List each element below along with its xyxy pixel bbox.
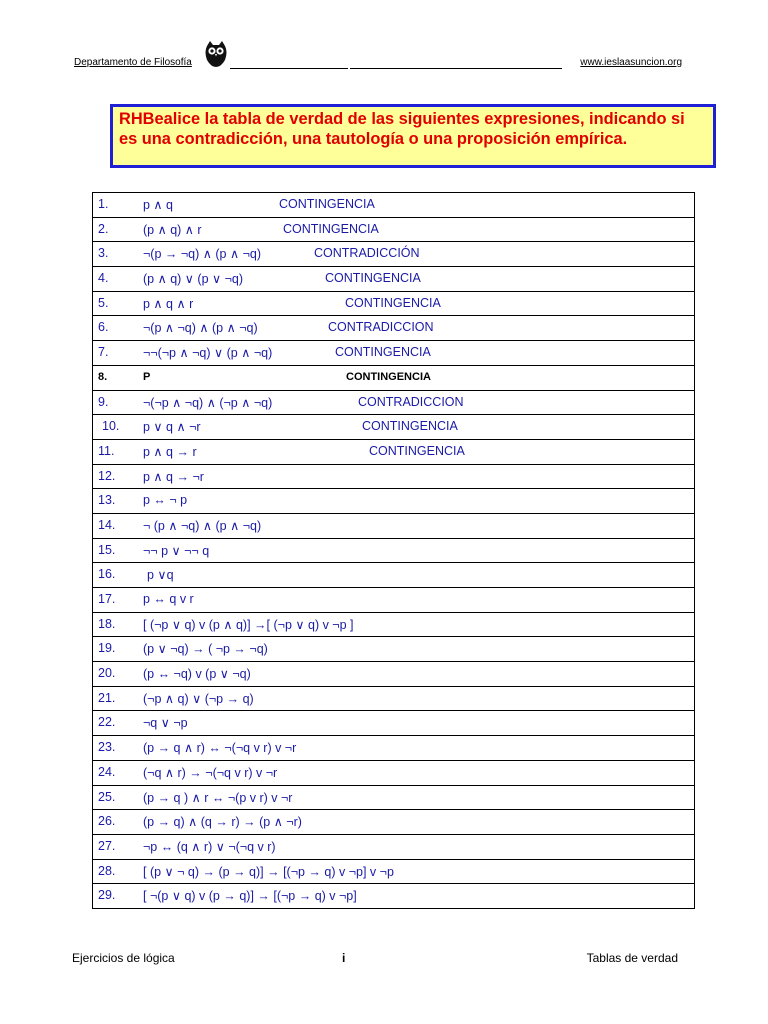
table-row xyxy=(93,513,695,538)
row-expression: ¬p ↔ (q ∧ r) ∨ ¬(¬q v r) xyxy=(143,839,276,854)
table-cell xyxy=(93,662,695,687)
table-cell xyxy=(93,489,695,514)
table-row xyxy=(93,415,695,440)
row-content xyxy=(93,711,694,735)
table-cell xyxy=(93,439,695,464)
page-number: i xyxy=(342,951,346,965)
row-expression: (p ∧ q) ∨ (p ∨ ¬q) xyxy=(143,272,244,287)
row-result: CONTINGENCIA xyxy=(346,370,431,383)
table-row xyxy=(93,267,695,292)
table-cell xyxy=(93,291,695,316)
row-number: 18. xyxy=(98,616,116,631)
table-row xyxy=(93,588,695,613)
table-row xyxy=(93,834,695,859)
table-cell xyxy=(93,390,695,415)
table-cell xyxy=(93,760,695,785)
table-cell xyxy=(93,341,695,366)
table-row xyxy=(93,365,695,390)
table-row xyxy=(93,538,695,563)
row-content xyxy=(93,786,694,810)
row-content xyxy=(93,835,694,859)
row-number: 28. xyxy=(98,863,116,878)
row-number: 7. xyxy=(98,345,109,360)
row-content xyxy=(93,613,694,637)
table-cell xyxy=(93,193,695,218)
table-cell xyxy=(93,884,695,909)
table-row xyxy=(93,242,695,267)
row-expression: p ↔ ¬ p xyxy=(143,493,188,508)
table-row xyxy=(93,489,695,514)
table-cell xyxy=(93,538,695,563)
row-content xyxy=(93,193,694,217)
row-number: 17. xyxy=(98,592,116,606)
table-cell xyxy=(93,563,695,588)
row-content xyxy=(93,440,694,464)
table-cell xyxy=(93,513,695,538)
row-number: 21. xyxy=(98,690,116,705)
row-content xyxy=(93,391,694,415)
row-expression: ¬(p ∧ ¬q) ∧ (p ∧ ¬q) xyxy=(143,321,258,336)
row-expression: p ∧ q → r xyxy=(143,444,197,459)
table-row xyxy=(93,711,695,736)
table-cell xyxy=(93,415,695,440)
row-number: 23. xyxy=(98,740,116,755)
page-footer xyxy=(72,951,678,967)
row-number: 11. xyxy=(98,443,115,458)
table-cell xyxy=(93,736,695,761)
table-row xyxy=(93,760,695,785)
table-cell xyxy=(93,785,695,810)
header-rule-2 xyxy=(350,68,562,69)
row-number: 3. xyxy=(98,246,109,261)
row-expression: [ (¬p ∨ q) v (p ∧ q)] →[ (¬p ∨ q) v ¬p ] xyxy=(143,617,354,632)
row-number: 12. xyxy=(98,468,116,483)
table-cell xyxy=(93,810,695,835)
row-expression: p ∧ q → ¬r xyxy=(143,469,204,484)
row-content xyxy=(93,810,694,834)
row-content xyxy=(93,662,694,686)
row-expression: ¬(¬p ∧ ¬q) ∧ (¬p ∧ ¬q) xyxy=(143,395,273,410)
table-cell xyxy=(93,711,695,736)
row-content xyxy=(93,465,694,489)
row-expression: p ∨q xyxy=(147,568,174,583)
row-result: CONTINGENCIA xyxy=(369,443,465,458)
row-expression: ¬q ∨ ¬p xyxy=(143,716,188,731)
row-expression: (¬p ∧ q) ∨ (¬p → q) xyxy=(143,691,254,706)
table-row xyxy=(93,637,695,662)
table-cell xyxy=(93,612,695,637)
header-rule-1 xyxy=(230,68,348,69)
row-number: 14. xyxy=(98,517,116,532)
row-content xyxy=(93,292,694,316)
row-number: 9. xyxy=(98,394,109,409)
owl-logo-icon xyxy=(203,40,229,68)
row-content xyxy=(93,588,694,612)
table-row xyxy=(93,884,695,909)
table-row xyxy=(93,439,695,464)
table-row xyxy=(93,316,695,341)
department-name: Departamento de Filosofía xyxy=(74,57,192,68)
row-number: 2. xyxy=(98,221,109,236)
row-content xyxy=(93,341,694,365)
table-row xyxy=(93,612,695,637)
table-row xyxy=(93,859,695,884)
row-expression: (p → q ) ∧ r ↔ ¬(p v r) v ¬r xyxy=(143,790,293,805)
row-content xyxy=(93,860,694,884)
row-number: 29. xyxy=(98,888,116,903)
table-cell xyxy=(93,365,695,390)
row-number: 19. xyxy=(98,641,116,656)
row-expression: [ ¬(p ∨ q) v (p → q)] → [(¬p → q) v ¬p] xyxy=(143,889,357,904)
row-number: 6. xyxy=(98,320,109,335)
table-row xyxy=(93,291,695,316)
row-number: 25. xyxy=(98,789,116,804)
table-row xyxy=(93,736,695,761)
table-row xyxy=(93,464,695,489)
row-number: 26. xyxy=(98,814,116,829)
row-content xyxy=(93,539,694,563)
table-cell xyxy=(93,217,695,242)
table-row xyxy=(93,341,695,366)
row-result: CONTINGENCIA xyxy=(283,221,379,236)
footer-title: Ejercicios de lógica xyxy=(72,951,175,965)
row-expression: (p ↔ ¬q) v (p ∨ ¬q) xyxy=(143,667,251,682)
row-content xyxy=(93,761,694,785)
row-expression: [ (p ∨ ¬ q) → (p → q)] → [(¬p → q) v ¬p] v ¬p xyxy=(143,864,394,879)
table-cell xyxy=(93,267,695,292)
row-content xyxy=(93,736,694,760)
row-number: 1. xyxy=(98,197,109,211)
table-row xyxy=(93,390,695,415)
row-content xyxy=(93,242,694,266)
row-content xyxy=(93,218,694,242)
row-expression: (p → q) ∧ (q → r) → (p ∧ ¬r) xyxy=(143,815,302,830)
row-number: 13. xyxy=(98,493,116,508)
row-expression: ¬¬ p ∨ ¬¬ q xyxy=(143,543,210,558)
row-expression: (p → q ∧ r) ↔ ¬(¬q v r) v ¬r xyxy=(143,741,297,756)
row-expression: (p ∨ ¬q) → ( ¬p → ¬q) xyxy=(143,642,268,657)
row-number: 4. xyxy=(98,271,109,286)
row-content xyxy=(93,489,694,513)
row-result: CONTINGENCIA xyxy=(335,345,431,360)
row-expression: ¬(p → ¬q) ∧ (p ∧ ¬q) xyxy=(143,247,261,262)
row-number: 27. xyxy=(98,838,116,853)
row-number: 10. xyxy=(102,419,120,434)
exercise-table xyxy=(92,192,695,909)
table-cell xyxy=(93,637,695,662)
table-row xyxy=(93,563,695,588)
row-content xyxy=(93,366,694,390)
row-result: CONTINGENCIA xyxy=(279,197,375,211)
row-expression: p ∧ q xyxy=(143,198,173,212)
row-content xyxy=(93,687,694,711)
page-header xyxy=(74,40,682,70)
row-number: 5. xyxy=(98,295,109,310)
table-row xyxy=(93,785,695,810)
table-row xyxy=(93,810,695,835)
row-expression: ¬¬(¬p ∧ ¬q) ∨ (p ∧ ¬q) xyxy=(143,346,273,361)
website-link[interactable]: www.ieslaasuncion.org xyxy=(580,57,682,68)
row-expression: p ∧ q ∧ r xyxy=(143,296,194,311)
table-row xyxy=(93,662,695,687)
row-expression: ¬ (p ∧ ¬q) ∧ (p ∧ ¬q) xyxy=(143,518,262,533)
row-number: 24. xyxy=(98,764,116,779)
table-cell xyxy=(93,686,695,711)
row-result: CONTINGENCIA xyxy=(362,419,458,434)
table-cell xyxy=(93,464,695,489)
table-row xyxy=(93,217,695,242)
row-expression: P xyxy=(143,370,151,383)
row-expression: p ∨ q ∧ ¬r xyxy=(143,420,201,435)
row-result: CONTRADICCION xyxy=(358,394,464,409)
row-result: CONTRADICCION xyxy=(328,320,434,335)
row-content xyxy=(93,637,694,661)
table-cell xyxy=(93,859,695,884)
row-number: 8. xyxy=(98,370,108,383)
row-number: 15. xyxy=(98,542,116,557)
row-result: CONTINGENCIA xyxy=(345,295,441,310)
footer-section: Tablas de verdad xyxy=(586,951,678,965)
row-number: 22. xyxy=(98,715,116,730)
table-cell xyxy=(93,834,695,859)
row-number: 20. xyxy=(98,666,116,681)
row-content xyxy=(93,267,694,291)
instruction-box: RHBealice la tabla de verdad de las siguientes expresiones, indicando si es una contradicción, una tautología o una proposición empírica. xyxy=(110,104,716,168)
row-result: CONTRADICCIÓN xyxy=(314,246,420,261)
row-expression: (p ∧ q) ∧ r xyxy=(143,222,202,237)
row-content xyxy=(93,514,694,538)
table-row xyxy=(93,686,695,711)
table-row xyxy=(93,193,695,218)
row-expression: (¬q ∧ r) → ¬(¬q v r) v ¬r xyxy=(143,765,278,780)
row-result: CONTINGENCIA xyxy=(325,271,421,286)
table-cell xyxy=(93,316,695,341)
table-cell xyxy=(93,588,695,613)
row-number: 16. xyxy=(98,567,116,582)
row-content xyxy=(93,316,694,340)
row-content xyxy=(93,415,694,439)
table-cell xyxy=(93,242,695,267)
row-expression: p ↔ q v r xyxy=(143,592,194,606)
row-content xyxy=(93,884,694,908)
row-content xyxy=(93,563,694,587)
